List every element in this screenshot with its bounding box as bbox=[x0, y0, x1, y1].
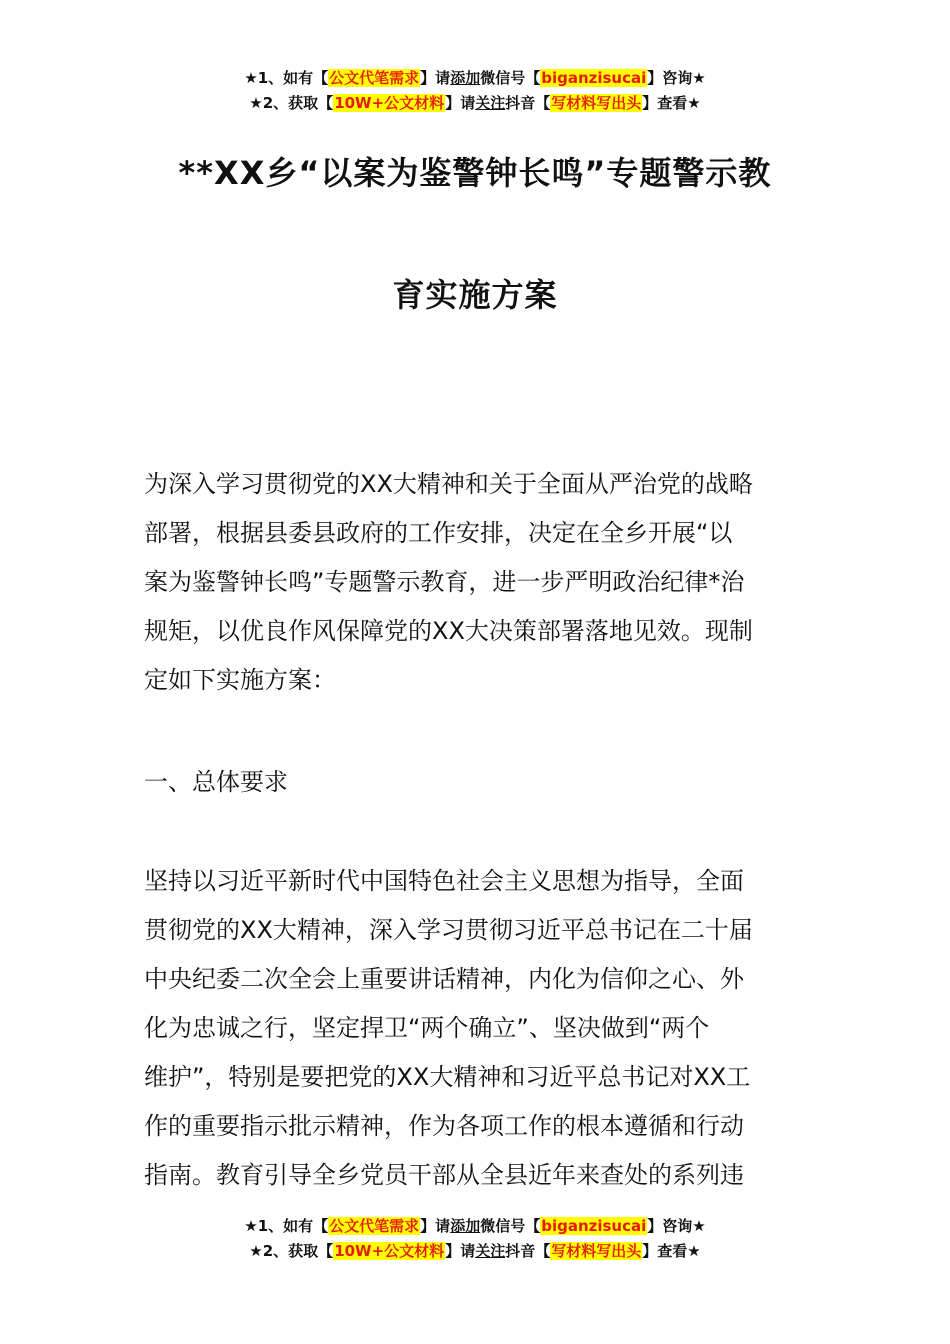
text-line: 作的重要指示批示精神，作为各项工作的根本遵循和行动 bbox=[144, 1112, 744, 1140]
intro-paragraph bbox=[144, 460, 812, 705]
promo-highlight: 10W+公文材料 bbox=[334, 1242, 445, 1260]
promo-wechat-id: biganzisucai bbox=[541, 1217, 647, 1235]
promo-highlight: 公文代笔需求 bbox=[329, 1217, 420, 1235]
promo-line-1: ★1、如有【公文代笔需求】请添加微信号【biganzisucai】咨询★ bbox=[244, 1217, 706, 1235]
text-line: 部署，根据县委县政府的工作安排，决定在全乡开展“以 bbox=[144, 519, 733, 547]
promo-underline: 关注 bbox=[475, 1242, 506, 1260]
requirements-paragraph bbox=[144, 857, 812, 1200]
text-line: 为深入学习贯彻党的XX大精神和关于全面从严治党的战略 bbox=[144, 470, 753, 498]
promo-underline: 添加 bbox=[450, 69, 481, 87]
promo-line-2: ★2、获取【10W+公文材料】请关注抖音【写材料写出头】查看★ bbox=[249, 1242, 701, 1260]
text-line: 案为鉴警钟长鸣”专题警示教育，进一步严明政治纪律*治 bbox=[144, 568, 745, 596]
document-title-line-2: 育实施方案 bbox=[392, 276, 558, 314]
promo-highlight: 公文代笔需求 bbox=[329, 69, 420, 87]
promo-douyin-id: 写材料写出头 bbox=[551, 1242, 642, 1260]
promo-highlight: 10W+公文材料 bbox=[334, 94, 445, 112]
text-line: 定如下实施方案： bbox=[144, 666, 336, 694]
top-promo-banner bbox=[0, 66, 950, 116]
promo-underline: 关注 bbox=[475, 94, 506, 112]
text-line: 中央纪委二次全会上重要讲话精神，内化为信仰之心、外 bbox=[144, 965, 744, 993]
text-line: 规矩，以优良作风保障党的XX大决策部署落地见效。现制 bbox=[144, 617, 753, 645]
promo-line-2: ★2、获取【10W+公文材料】请关注抖音【写材料写出头】查看★ bbox=[249, 94, 701, 112]
document-title-line-1: **XX乡“以案为鉴警钟长鸣”专题警示教 bbox=[178, 154, 772, 192]
promo-wechat-id: biganzisucai bbox=[541, 69, 647, 87]
text-line: 维护”，特别是要把党的XX大精神和习近平总书记对XX工 bbox=[144, 1063, 751, 1091]
section-heading: 一、总体要求 bbox=[144, 768, 288, 796]
text-line: 贯彻党的XX大精神，深入学习贯彻习近平总书记在二十届 bbox=[144, 916, 753, 944]
text-line: 指南。教育引导全乡党员干部从全县近年来查处的系列违 bbox=[144, 1161, 744, 1189]
promo-douyin-id: 写材料写出头 bbox=[551, 94, 642, 112]
text-line: 坚持以习近平新时代中国特色社会主义思想为指导，全面 bbox=[144, 867, 744, 895]
bottom-promo-banner bbox=[0, 1214, 950, 1264]
promo-underline: 添加 bbox=[450, 1217, 481, 1235]
text-line: 化为忠诚之行，坚定捍卫“两个确立”、坚决做到“两个 bbox=[144, 1014, 710, 1042]
promo-line-1: ★1、如有【公文代笔需求】请添加微信号【biganzisucai】咨询★ bbox=[244, 69, 706, 87]
